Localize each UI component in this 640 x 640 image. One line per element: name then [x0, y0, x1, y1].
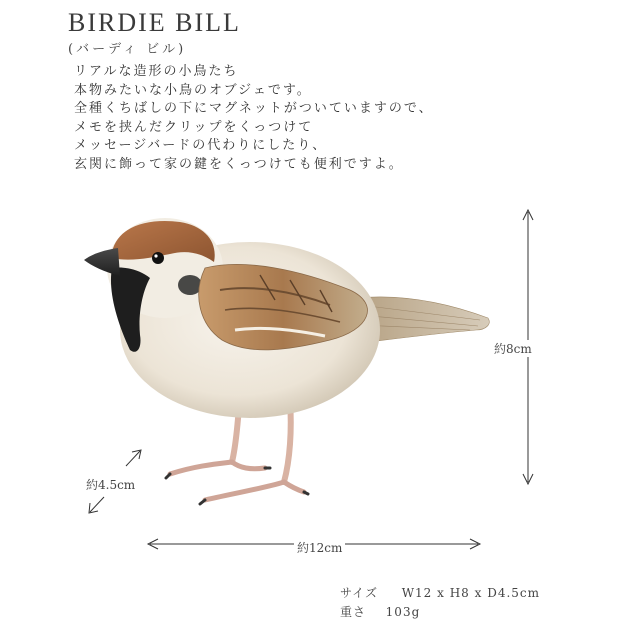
product-title: BIRDIE BILL	[68, 8, 241, 37]
product-subtitle: (バーディ ビル)	[68, 42, 187, 57]
description-line: 全種くちばしの下にマグネットがついていますので、	[74, 101, 434, 116]
description-line: リアルな造形の小鳥たち	[74, 64, 239, 79]
weight-spec	[340, 603, 420, 620]
description-line: メッセージバードの代わりにしたり、	[74, 138, 328, 153]
size-spec	[340, 584, 540, 601]
description-line: 玄関に飾って家の鍵をくっつけても便利ですよ。	[74, 156, 404, 172]
size-spec-label: サイズ	[340, 586, 379, 600]
weight-spec-label: 重さ	[340, 605, 367, 619]
size-spec-value: W12 x H8 x D4.5cm	[401, 586, 541, 600]
description-line: 本物みたいな小鳥のオブジェです。	[74, 82, 312, 98]
height-dimension-label: 約8cm	[494, 342, 532, 356]
description-line: メモを挟んだクリップをくっつけて	[74, 119, 314, 135]
weight-spec-value: 103g	[385, 605, 421, 619]
width-dimension-label: 約12cm	[294, 539, 345, 556]
depth-dimension-label: 約4.5cm	[86, 478, 136, 492]
